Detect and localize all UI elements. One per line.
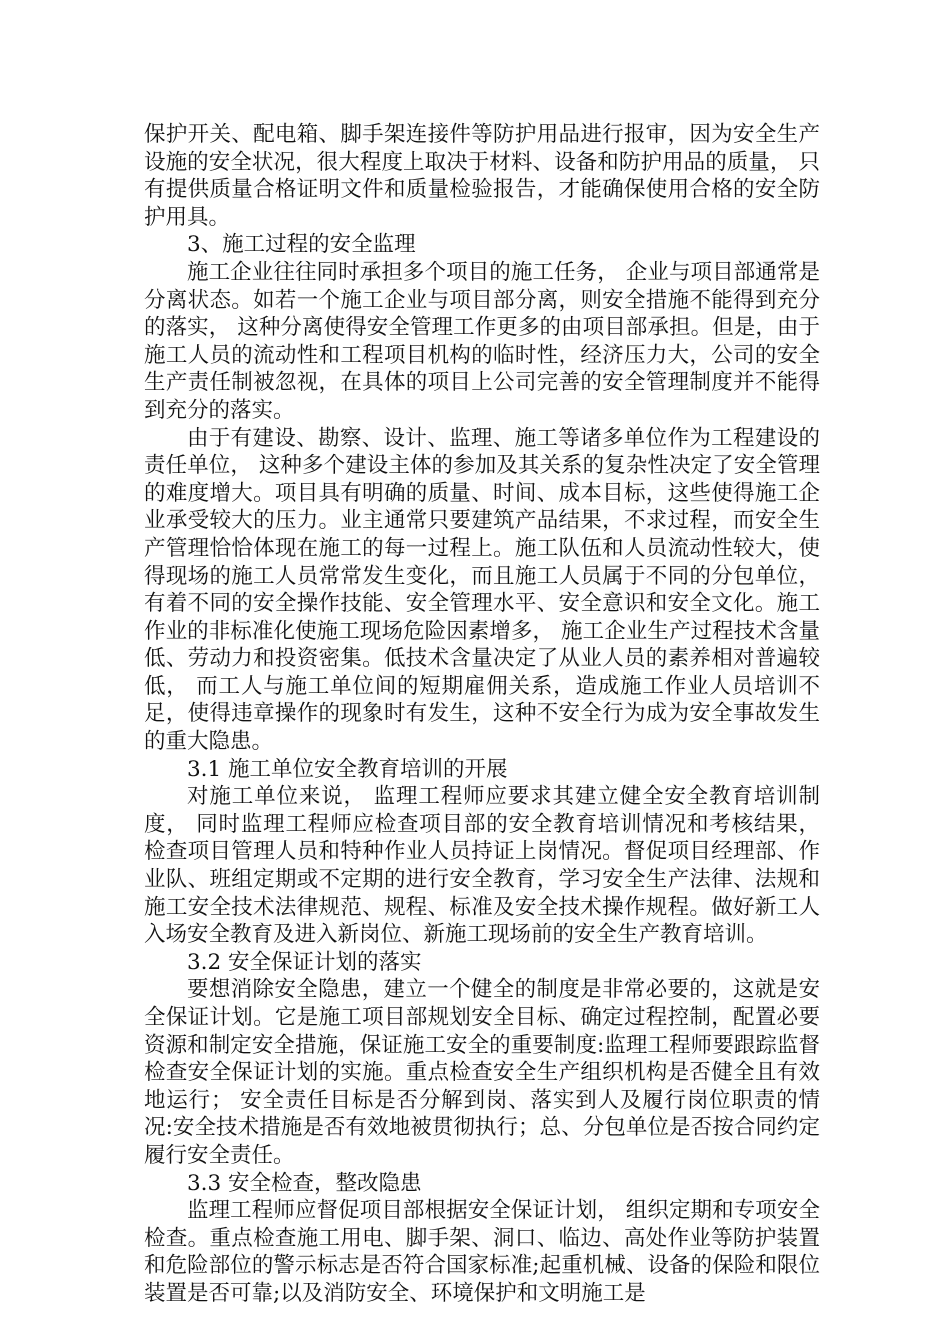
paragraph-continued: 保护开关、配电箱、脚手架连接件等防护用品进行报审，因为安全生产设施的安全状况，很大程度上取决于材料、设备和防护用品的质量， 只有提供质量合格证明文件和质量检验报告，才能确保使用合格的安全防护用具。 xyxy=(144,122,820,230)
paragraph: 要想消除安全隐患，建立一个健全的制度是非常必要的，这就是安全保证计划。它是施工项目部规划安全目标、确定过程控制，配置必要资源和制定安全措施，保证施工安全的重要制度:监理工程师要跟踪监督检查安全保证计划的实施。重点检查安全生产组织机构是否健全且有效地运行； 安全责任目标是否分解到岗、落实到人及履行岗位职责的情况:安全技术措施是否有效地被贯彻执行；总、分包单位是否按合同约定履行安全责任。 xyxy=(144,977,820,1168)
section-heading-3: 3、施工过程的安全监理 xyxy=(187,232,416,258)
section-heading-3-3: 3.3 安全检查，整改隐患 xyxy=(187,1170,422,1196)
paragraph: 由于有建设、勘察、设计、监理、施工等诸多单位作为工程建设的责任单位， 这种多个建设主体的参加及其关系的复杂性决定了安全管理的难度增大。项目具有明确的质量、时间、成本目标，这些使得施工企业承受较大的压力。业主通常只要建筑产品结果，不求过程，而安全生产管理恰恰体现在施工的每一过程上。施工队伍和人员流动性较大，使得现场的施工人员常常发生变化，而且施工人员属于不同的分包单位，有着不同的安全操作技能、安全管理水平、安全意识和安全文化。施工作业的非标准化使施工现场危险因素增多， 施工企业生产过程技术含量低、劳动力和投资密集。低技术含量决定了从业人员的素养相对普遍较低， 而工人与施工单位间的短期雇佣关系，造成施工作业人员培训不足，使得违章操作的现象时有发生，这种不安全行为成为安全事故发生的重大隐患。 xyxy=(144,425,820,755)
paragraph: 监理工程师应督促项目部根据安全保证计划， 组织定期和专项安全检查。重点检查施工用电、脚手架、洞口、临边、高处作业等防护装置和危险部位的警示标志是否符合国家标准;起重机械、设备的保险和限位装置是否可靠;以及消防安全、环境保护和文明施工是 xyxy=(144,1198,820,1306)
section-heading-3-1: 3.1 施工单位安全教育培训的开展 xyxy=(187,756,508,782)
paragraph: 对施工单位来说， 监理工程师应要求其建立健全安全教育培训制度， 同时监理工程师应检查项目部的安全教育培训情况和考核结果， 检查项目管理人员和特种作业人员持证上岗情况。督促项目经理部、作业队、班组定期或不定期的进行安全教育，学习安全生产法律、法规和施工安全技术法律规范、规程、标准及安全技术操作规程。做好新工人入场安全教育及进入新岗位、新施工现场前的安全生产教育培训。 xyxy=(144,784,820,948)
paragraph: 施工企业往往同时承担多个项目的施工任务， 企业与项目部通常是分离状态。如若一个施工企业与项目部分离，则安全措施不能得到充分的落实， 这种分离使得安全管理工作更多的由项目部承担。但是，由于施工人员的流动性和工程项目机构的临时性，经济压力大，公司的安全生产责任制被忽视，在具体的项目上公司完善的安全管理制度并不能得到充分的落实。 xyxy=(144,259,820,423)
document-page xyxy=(144,121,820,1308)
section-heading-3-2: 3.2 安全保证计划的落实 xyxy=(187,949,422,975)
